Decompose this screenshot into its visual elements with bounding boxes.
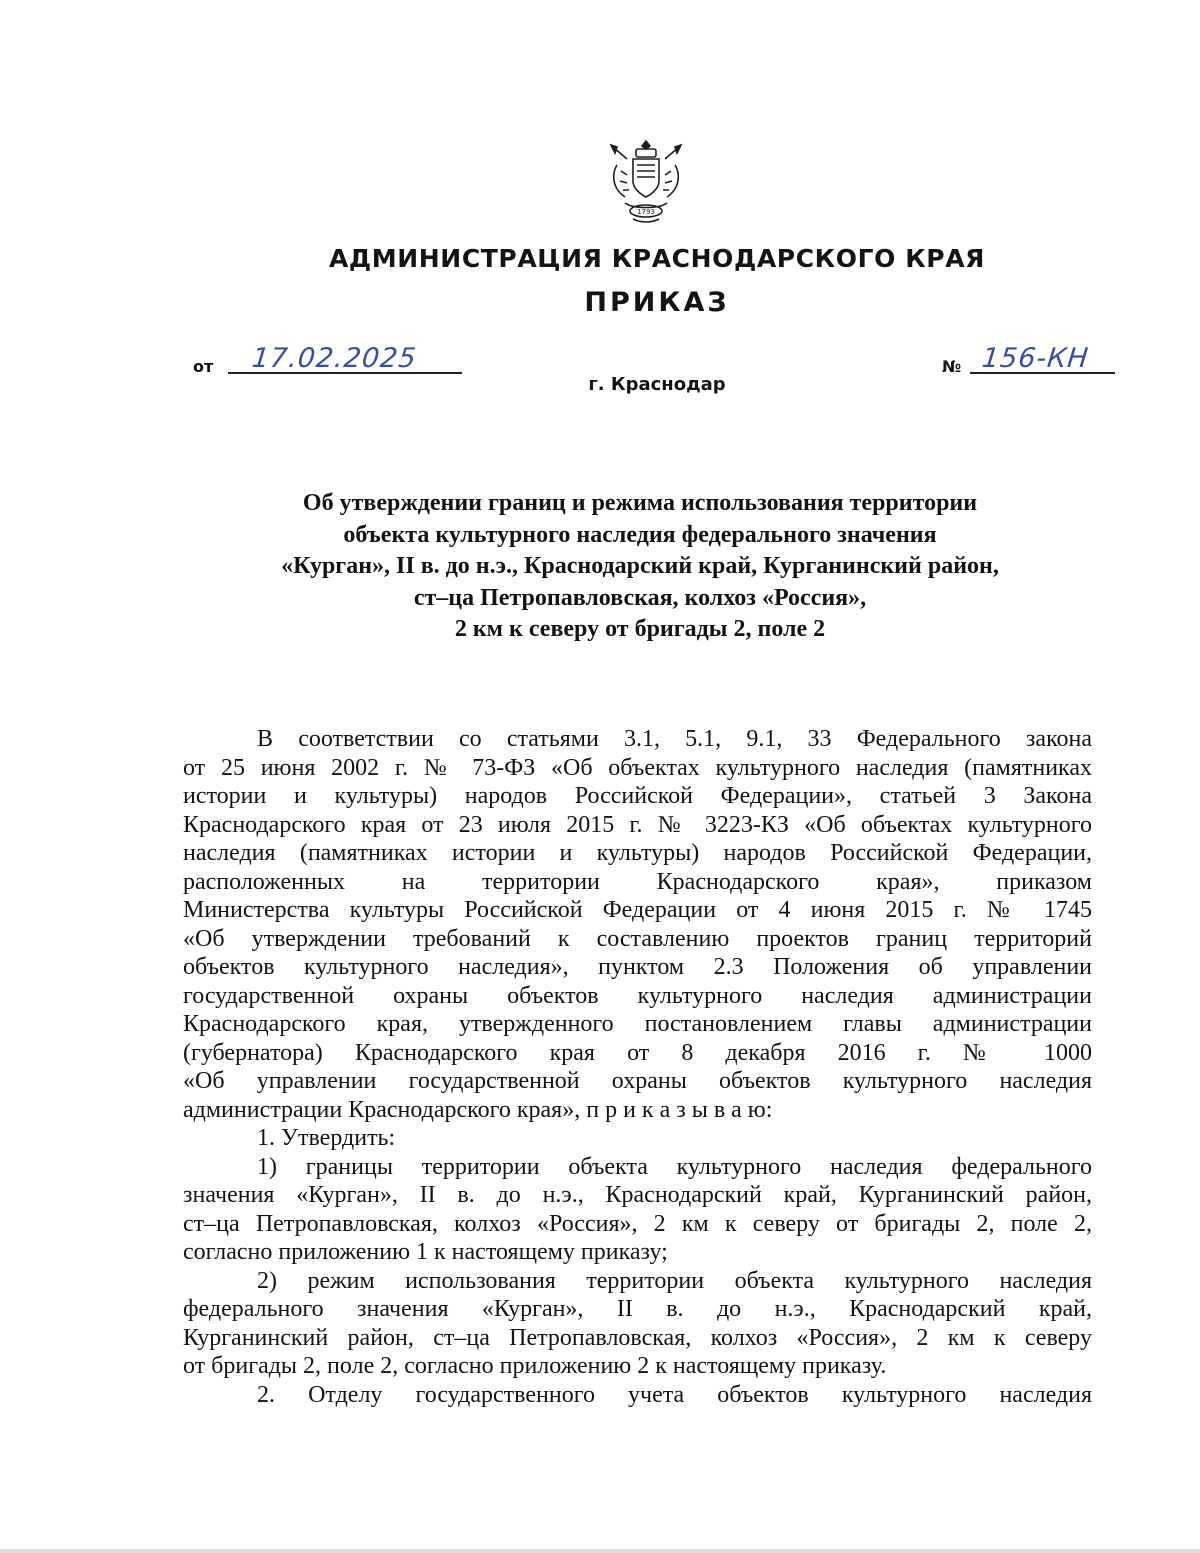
organization-name: АДМИНИСТРАЦИЯ КРАСНОДАРСКОГО КРАЯ: [328, 244, 986, 273]
body-line: «Об управлении государственной охраны объектов культурного наследия: [183, 1068, 1092, 1094]
title-line: «Курган», II в. до н.э., Краснодарский край, Курганинский район,: [281, 553, 999, 579]
body-line: Краснодарского края от 23 июля 2015 г. № 3223-КЗ «Об объектах культурного: [183, 811, 1092, 838]
body-line: 2) режим использования территории объекта культурного наследия: [257, 1267, 1092, 1294]
document-body: [183, 725, 1092, 1409]
body-line: истории и культуры) народов Российской Федерации», статьей 3 Закона: [183, 783, 1092, 809]
body-line: от 25 июня 2002 г. № 73-ФЗ «Об объектах культурного наследия (памятниках: [183, 754, 1092, 781]
svg-text:1793: 1793: [637, 208, 655, 216]
body-line: (губернатора) Краснодарского края от 8 декабря 2016 г. № 1000: [183, 1039, 1092, 1066]
body-line: федерального значения «Курган», II в. до н.э., Краснодарский край,: [183, 1296, 1092, 1322]
body-line: объектов культурного наследия», пунктом 2.3 Положения об управлении: [183, 954, 1092, 980]
body-line: Министерства культуры Российской Федерации от 4 июня 2015 г. № 1745: [183, 897, 1092, 923]
title-line: Об утверждении границ и режима использования территории: [302, 490, 978, 516]
body-line: администрации Краснодарского края», п р и к а з ы в а ю:: [183, 1096, 773, 1123]
number-label: №: [942, 357, 962, 376]
preamble-paragraph: [183, 725, 1092, 1124]
body-line: «Об утверждении требований к составлению проектов границ территорий: [183, 925, 1092, 952]
body-line: наследия (памятниках истории и культуры) народов Российской Федерации,: [183, 840, 1092, 866]
item-2: 2. Отделу государственного учета объектов культурного наследия: [257, 1381, 1092, 1408]
body-line: Курганинский район, ст–ца Петропавловская, колхоз «Россия», 2 км к северу: [183, 1324, 1092, 1351]
body-line: ст–ца Петропавловская, колхоз «Россия», 2 км к северу от бригады 2, поле 2,: [183, 1210, 1092, 1237]
item-1-2: [183, 1267, 1092, 1381]
item-1: 1. Утвердить:: [257, 1125, 396, 1151]
body-line: значения «Курган», II в. до н.э., Краснодарский край, Курганинский район,: [183, 1182, 1092, 1208]
title-line: 2 км к северу от бригады 2, поле 2: [454, 616, 826, 642]
item-1-1: [183, 1153, 1092, 1267]
title-line: ст–ца Петропавловская, колхоз «Россия»,: [413, 584, 867, 611]
handwritten-number: 156-КН: [980, 343, 1091, 374]
body-line: В соответствии со статьями 3.1, 5.1, 9.1, 33 Федерального закона: [257, 726, 1092, 752]
document-title: [160, 488, 1120, 646]
body-line: от бригады 2, поле 2, согласно приложению 2 к настоящему приказу.: [183, 1353, 887, 1379]
scan-edge: [0, 1549, 1200, 1553]
title-line: объекта культурного наследия федерального значения: [343, 521, 937, 548]
document-type: ПРИКАЗ: [584, 287, 730, 318]
date-label: от: [193, 357, 214, 376]
body-line: Краснодарского края, утвержденного постановлением главы администрации: [183, 1011, 1092, 1037]
body-line: согласно приложению 1 к настоящему приказу;: [183, 1239, 668, 1265]
body-line: государственной охраны объектов культурного наследия администрации: [183, 982, 1092, 1009]
body-line: расположенных на территории Краснодарского края», приказом: [183, 868, 1092, 895]
body-line: 1) границы территории объекта культурного наследия федерального: [257, 1153, 1092, 1180]
coat-of-arms-icon: [603, 137, 689, 225]
handwritten-date: 17.02.2025: [250, 343, 419, 374]
city: г. Краснодар: [588, 374, 726, 395]
